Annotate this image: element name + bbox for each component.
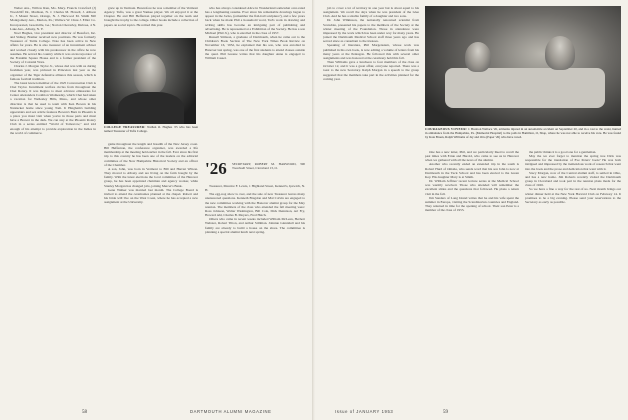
paragraph: Weber Ave., Willow Run, Mo. Mary. Francis Crawford (J) Woodcliff Dr., Madison, N. J. Charles M. Howell, J. Allison Jr., 3 Mount Street, Orange, N. J. Harwood M. Smith 820 Montgomery Ave., Merion, Pa.; Wallace W. Chuu J. Elliot Co. Incorporated, Greenville, Ga.; Norton Cheverley, Dubosa, 4 N. Lake Ave., Albany, N. Y. [10, 6, 96, 31]
issue-footer: Issue of JANUARY 1953 [335, 409, 394, 414]
class-year-heading: '26 [205, 159, 227, 178]
class-secretary-line: SECRETARY, ROBERT M. HARWOOD, 390 Treadwell Street, Cleveland 13, O. [232, 162, 305, 171]
magazine-footer: DARTMOUTH ALUMNI MAGAZINE [190, 409, 272, 414]
paragraph: Dr. William Jeffries' recent lecture series at the Medical School was warmly received. Those who attended will remember the excellent slides and the questions that followed. He plans a return visit in the fall. [425, 179, 519, 196]
paragraph: Then Williams gave a luncheon to four members of the class on October 12, and it was a great affair, everyone reported. There was a toast to the new Secretary. Ralph Morgan in a speech to the group suggested that the members take part in the activities planned for the coming year. [323, 60, 419, 81]
photo-caption [104, 126, 198, 140]
paragraph: The egg-nog show is over, and the sale of new Treasurer leaves many unanswered questions. Kenneth Bragdon and Mal Colvin are engaged to the new committee working with the Hanover alumni group for the May reunion. The members of the class who attended the fall meeting were: Ross Johnson, Walter Washington, Bill Cole, Dick Dennison, Art Fry, Howard Ahl, Charles B. Meyers, Fred Hatch. [205, 192, 305, 218]
caption-lead: COURAGEOUS VOYEUR: [425, 128, 468, 131]
paragraph: Gene Walker was married last month. The College Board is invited to attend the ceremonies planned at the chapel. Robert and his bride will live on the West Coast, where he has accepted a new assignment at the University. [104, 187, 198, 205]
portrait-photo [104, 38, 196, 124]
caption-lead: COLLEGE TREASURER: [104, 126, 146, 129]
paragraph: Russell Stimson, a graduate of Dartmouth, when he came out to the Children's Book Section of The New York Times Book Review on November 16, '1952, he explained that his son, who was enrolled in Hanover last spring, was one of the first students to attend classes outside the quad. Phil Greene writes that his daughter Anne is engaged to William Cassel. [205, 35, 305, 60]
photo-caption [425, 128, 621, 146]
paragraph: Treasurer, Maurice F. Lewis, 1 Highland Street, Kennett's, Ipswich, N. H. [205, 184, 305, 193]
paragraph: Jim Sanders of Long Island writes that he and his wife spent the summer in Europe, visiting the Scandinavian countries and England. They returned in time for the opening of school. Their son Peter is a member of the class of 1955. [425, 195, 519, 213]
column-d [323, 6, 419, 400]
paragraph: Speaking of literature, Phil Morgenstern, whose work was published in his own book, is now editing a volume of letters from his many years at the Pentagon. He followed this with several other assignments and was honored at the ceremony held this fall. [323, 43, 419, 60]
paragraph: who has always considered Alice in Wonderland somewhat over-rated has a lengthening resume. Ever since his remarkable drawings began to appear in the Jacko, (remember the fish-ball sculpture?), and a few years back when he made Phil a household word, Tad's work in drawing and writing skills has become an intriguing part of publishing and advertising. He is represented at a Exhibition of the Society. He has a son Michael (Phil Jr.), who is enrolled in the class of 1957. [205, 6, 305, 35]
column-c-top [205, 6, 305, 158]
paragraph: Others who came in recent weeks included William McLean, Herbert Webster, Robert Tilton, and Arthur Stillman. Johnnie Glennhall and his family are already to build a house on the shore. The committee is planning a special alumni lunch next spring. [205, 217, 305, 234]
column-b-top [104, 6, 198, 36]
column-e [425, 150, 519, 400]
column-f [525, 150, 621, 400]
page-number: 59 [443, 410, 448, 415]
paragraph: Dr. John Wilkinson, the nationally renowned scientist from Scarsdale, presented his papers to the members of the Society at the winter meeting of the Foundation. Those in attendance were impressed by the work which has been under way for many years. He joined the Dartmouth Medical School staff three years ago and has served since as consultant to the trustees. [323, 18, 419, 44]
column-b-bottom [104, 142, 198, 400]
column-a [10, 6, 96, 401]
right-page [315, 0, 628, 420]
hospital-photo [425, 6, 621, 126]
caption-text: Nathan O. Hughes '25 who has been named Treasurer of Tufts College. [104, 126, 198, 133]
caption-text: J. Brenton Wallace '26, artmarks injured in an automobile accident on September 20, and in a cast to the waist, hunted in ambulance from the Hampshire, Pa. (Memorial Hospital) to the polls in Hamilton, O, Shop, where he was not able to receive his vote. He was found by Kate Bruen, Ralph Williams of Jay and Otto (Paper '26) who have voted. [425, 128, 621, 139]
paragraph: Another who recently ended an extended trip in the south is Robert Hurd of Omaha, who sends word that his son John is now at Dartmouth in the Tuck School and has been elected to the Green Key. His daughter Mary is at Smith. [425, 162, 519, 179]
paragraph: Noel Hughes, vice president and director of Beaufort, Inc. and Sidney, Bremer received new positions. He was formerly Treasurer of Tuttle College. Note has been active in New affairs for years. He is also treasurer of an investment adviser and worked closely with his predecessor in the office he now assumes. He served his country while it was an incorporator of the Franklin Square House and is a former president of the Society of Colonial Wars. [10, 30, 96, 65]
paragraph: grew up in Vermont. Heretofore he was a member of the Vermont Agency. Tufts, was a great Yankee player. We all enjoyed it at the Chapter. He and Bill Heffernan played together on the team and brought the trophy to the college. Other books include a collection of papers on social topics. He retired this year. [104, 6, 198, 27]
paragraph: The latest known member of the 1925 Conversation Club is Chet Taylor. Incumbent welfare circles from throughout the Chet Rotary. It was Regino to meet advance emissaries for Center Alexanders Coalition Wednesday, which Chet had taken a vacation for Wellesley Hills, Mass., and whose other direction is that he used to team with Ken Bowen in his Nantucket home since young Tom. It Hingham's building upperstairs and sex article features Bowen's Barn in Phoenix is a place you must visit when you're in those parts and must have a Brewer in the dark. We can stay at the Phoenix Rotary Club in a series entitled "World of Tomorrow," and told enough of his attempt to provide exploration in the Indies in the world of commerce. [10, 80, 96, 135]
column-c-bottom [205, 184, 305, 400]
paragraph: job to cover a lot of territory in one year but is about equal to his assignment. We recall the days when he was president of the Glee Club. And he has a sizable family of a daughter and two sons. [323, 6, 419, 19]
paragraph: One has a new letter, Phil, and we particularly liked to recall the past times with Ernie and Harold, who came to see us in Hanover when we gathered with all the news of the alumni. [425, 150, 519, 163]
paragraph: May the we ever forget to mention the spring tree Dick was responsible for the translation of Eve Peters' book? He was both intrigued and impressed by the tremendous work of research that went into the book and the prose and dedication that went with it. [525, 154, 621, 171]
paragraph: Stacy Morgan, now of the Central alumni staff, is settled in Ohio, and has a new home. Jim Roberts recently visited the Dartmouth group in Cleveland and took part in the reunion plans made for the class of 1926. [525, 170, 621, 188]
paragraph: A son, John, was born in Vermont to Bill and Harriet Wilson. They moved to Albany and are living on the farm bought by the family. With the latest elections the local committee of the Hanover group, he has been appointed chairman and agency worker, while Stanley Morgan has changed jobs, joining Mercer's Bank. [104, 166, 198, 188]
paragraph: Charles J. Morgan Taylor Jr., whose dad was with us during freshman year, was pictured in Princeton last year as the organizer of the Tiger defensive alliance this season, which is famous football tradition. [10, 64, 96, 81]
paragraph: So we have a fine a way for the rest of us. Next month brings our winter dinner held at the New York Harvard Club on February 14. It promises to be a big evening. Please send your reservations to the Secretary as early as possible. [525, 187, 621, 204]
paragraph: game throughout the length and breadth of the New Jersey coast. Bill Heffernan, the conference organizer, was awarded a life membership at the meeting held earlier in the fall. Ever since his first trip to this country he has been one of the leaders on the editorial committee of the New Hampshire Historical Society and an officer of the Chamber. [104, 142, 198, 167]
paragraph: the public thinks it is a good one for a gentleman. [529, 150, 597, 154]
page-number: 58 [82, 410, 87, 415]
